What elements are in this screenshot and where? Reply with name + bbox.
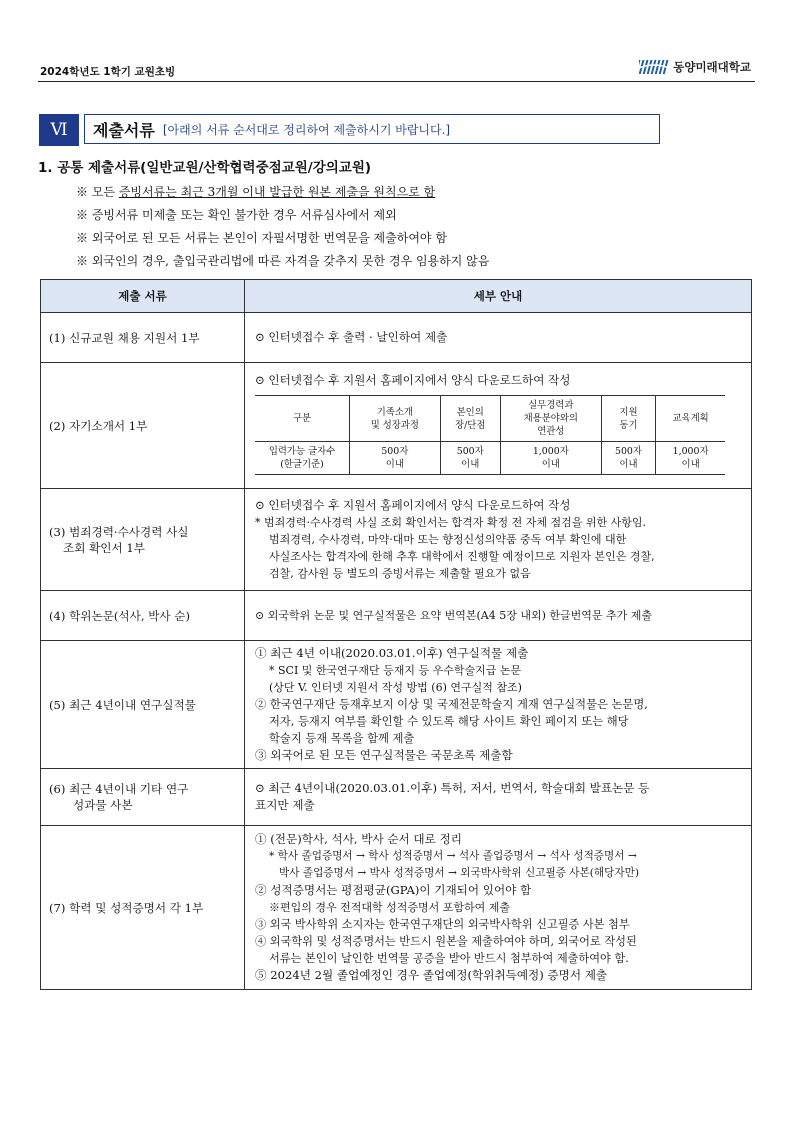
note-item: ※ 증빙서류 미제출 또는 확인 불가한 경우 서류심사에서 제외 (76, 208, 397, 222)
note-item: ※ 외국어로 된 모든 서류는 본인이 자필서명한 번역문을 제출하여야 함 (76, 231, 447, 245)
doc-name: (4) 학위논문(석사, 박사 순) (41, 591, 245, 641)
inner-cell: 500자 이내 (601, 442, 655, 475)
inner-cell: 실무경력과 채용분야와의 연관성 (500, 396, 601, 442)
column-header: 제출 서류 (41, 280, 245, 313)
inner-cell: 구분 (255, 396, 350, 442)
doc-detail: ① 최근 4년 이내(2020.03.01.이후) 연구실적물 제출 * SCI 및 한국연구재단 등재지 등 우수학술지급 논문 (상단 V. 인터넷 지원서 작성 방법 (6) 연구실적 참조) ② 한국연구재단 등재후보지 이상 및 국제전문학술지 게재 연구실적물은 논문명, 저자, 등재지 여부를 확인할 수 있도록 해당 사이트 확인 페이지 또는 해당 학술지 등재 목록을 함께 제출 ③ 외국어로 된 모든 연구실적물은 국문초록 제출함 (245, 641, 752, 769)
subsection-heading: 1. 공통 제출서류(일반교원/산학협력중점교원/강의교원) (38, 160, 372, 176)
self-intro-table (255, 395, 725, 475)
inner-cell: 1,000자 이내 (500, 442, 601, 475)
doc-name: (2) 자기소개서 1부 (41, 363, 245, 489)
doc-detail: ⊙ 최근 4년이내(2020.03.01.이후) 특허, 저서, 번역서, 학술대회 발표논문 등 표지만 제출 (245, 769, 752, 826)
logo-icon (639, 58, 669, 76)
table-row (41, 591, 752, 641)
doc-detail: ⊙ 외국학위 논문 및 연구실적물은 요약 번역본(A4 5장 내외) 한글번역문 추가 제출 (245, 591, 752, 641)
doc-detail: ⊙ 인터넷접수 후 출력 · 날인하여 제출 (245, 313, 752, 363)
inner-cell: 기족소개 및 성장과정 (350, 396, 441, 442)
doc-detail: ① (전문)학사, 석사, 박사 순서 대로 정리 * 학사 졸업증명서 → 학사 성적증명서 → 석사 졸업증명서 → 석사 성적증명서 → 박사 졸업증명서 → 박사 성적증명서 → 외국박사학위 신고필증 사본(해당자만) ② 성적증명서는 평점평균(GPA)이 기재되어 있어야 함 ※편입의 경우 전적대학 성적증명서 포함하여 제출 ③ 외국 박사학위 소지자는 한국연구재단의 외국박사학위 신고필증 사본 첨부 ④ 외국학위 및 성적증명서는 반드시 원본을 제출하여야 하며, 외국어로 작성된 서류는 본인이 날인한 번역물 공증을 받아 반드시 첨부하여 제출하여야 함. ⑤ 2024년 2월 졸업예정인 경우 졸업예정(학위취득예정) 증명서 제출 (245, 826, 752, 990)
header-divider (38, 81, 755, 82)
inner-cell: 입력가능 글자수 (한글기준) (255, 442, 350, 475)
doc-detail: ⊙ 인터넷접수 후 지원서 홈페이지에서 양식 다운로드하여 작성 * 범죄경력·수사경력 사실 조회 확인서는 합격자 확정 전 자체 점검을 위한 사항임. 범죄경력, 수사경력, 마약·대마 또는 향정신성의약품 중독 여부 확인에 대한 사실조사는 합격자에 한해 추후 대학에서 진행할 예정이므로 지원자 본인은 경찰, 검찰, 감사원 등 별도의 증빙서류는 제출할 필요가 없음 (245, 489, 752, 591)
doc-name: (3) 범죄경력·수사경력 사실 조회 확인서 1부 (41, 489, 245, 591)
section-subtitle: [아래의 서류 순서대로 정리하여 제출하시기 바랍니다.] (162, 122, 451, 137)
doc-detail: ⊙ 인터넷접수 후 지원서 홈페이지에서 양식 다운로드하여 작성 (255, 373, 571, 387)
logo-text: 동양미래대학교 (673, 60, 751, 74)
note-item: ※ 모든 증빙서류는 최근 3개월 이내 발급한 원본 제출을 원칙으로 함 (76, 185, 436, 199)
doc-name: (6) 최근 4년이내 기타 연구 성과물 사본 (41, 769, 245, 826)
university-logo (639, 58, 751, 76)
table-row (41, 769, 752, 826)
documents-table (40, 279, 752, 990)
column-header: 세부 안내 (245, 280, 752, 313)
table-row (41, 641, 752, 769)
table-header-row (41, 280, 752, 313)
inner-value-row (255, 442, 725, 475)
table-row (41, 313, 752, 363)
inner-cell: 본인의 장/단점 (440, 396, 500, 442)
doc-name: (5) 최근 4년이내 연구실적물 (41, 641, 245, 769)
section-number: Ⅵ (39, 114, 79, 146)
table-row (41, 826, 752, 990)
doc-name: (1) 신규교원 채용 지원서 1부 (41, 313, 245, 363)
section-title: 제출서류 (93, 120, 155, 140)
table-row (41, 363, 752, 489)
inner-cell: 교육계획 (656, 396, 725, 442)
note-item: ※ 외국인의 경우, 출입국관리법에 따른 자격을 갖추지 못한 경우 임용하지 않음 (76, 254, 490, 268)
section-title-box (84, 114, 660, 144)
inner-cell: 500자 이내 (440, 442, 500, 475)
inner-cell: 지원 동기 (601, 396, 655, 442)
inner-cell: 500자 이내 (350, 442, 441, 475)
notes-list (76, 181, 489, 273)
table-row (41, 489, 752, 591)
doc-name: (7) 학력 및 성적증명서 각 1부 (41, 826, 245, 990)
document-header: 2024학년도 1학기 교원초빙 (40, 66, 176, 78)
inner-header-row (255, 396, 725, 442)
inner-cell: 1,000자 이내 (656, 442, 725, 475)
